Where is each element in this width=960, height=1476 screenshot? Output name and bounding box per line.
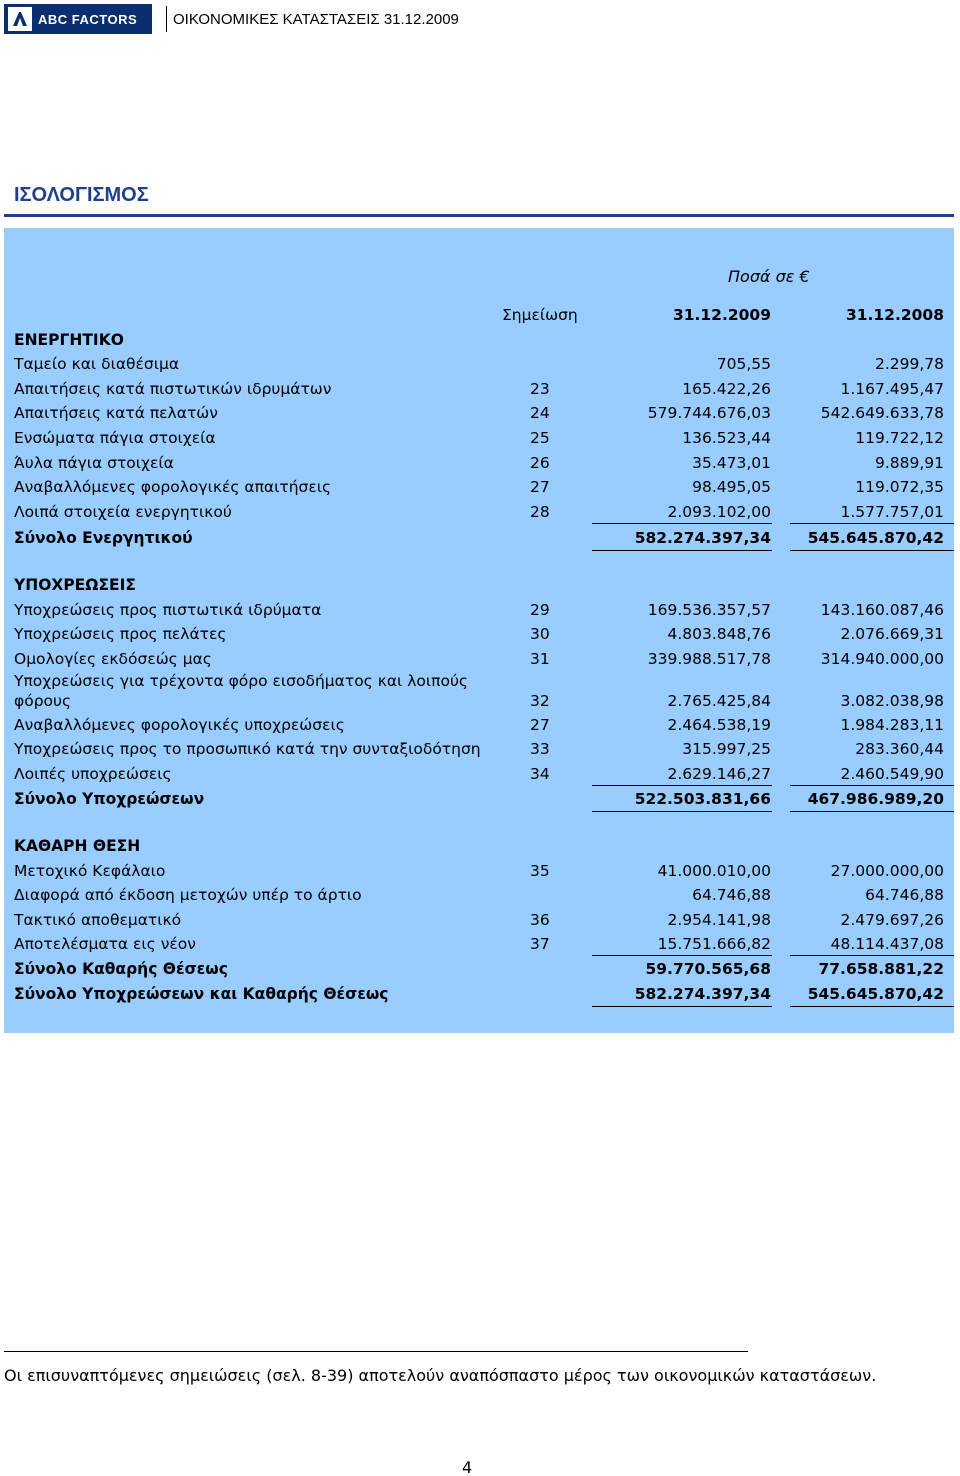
total-liabilities-row: Σύνολο Υποχρεώσεων 522.503.831,66 467.986.989,20 (14, 790, 944, 808)
table-row: Υποχρεώσεις προς πελάτες 30 4.803.848,76 2.076.669,31 (14, 625, 944, 643)
table-row: Αποτελέσματα εις νέον 37 15.751.666,82 48.114.437,08 (14, 935, 944, 953)
table-row: Ενσώματα πάγια στοιχεία 25 136.523,44 119.722,12 (14, 429, 944, 447)
page-number: 4 (462, 1458, 473, 1476)
total-assets-row: Σύνολο Ενεργητικού 582.274.397,34 545.645.870,42 (14, 529, 944, 547)
table-row: Υποχρεώσεις προς το προσωπικό κατά την συνταξιοδότηση 33 315.997,25 283.360,44 (14, 740, 944, 758)
grand-total-row: Σύνολο Υποχρεώσεων και Καθαρής Θέσεως 582.274.397,34 545.645.870,42 (14, 985, 944, 1003)
table-row: Διαφορά από έκδοση μετοχών υπέρ το άρτιο 64.746,88 64.746,88 (14, 886, 944, 904)
table-row: Μετοχικό Κεφάλαιο 35 41.000.010,00 27.000.000,00 (14, 862, 944, 880)
table-row: Αναβαλλόμενες φορολογικές απαιτήσεις 27 98.495,05 119.072,35 (14, 478, 944, 496)
total-equity-row: Σύνολο Καθαρής Θέσεως 59.770.565,68 77.658.881,22 (14, 960, 944, 978)
footnote-rule (4, 1351, 748, 1352)
header-divider (166, 6, 167, 32)
subtotal-rule (790, 785, 954, 786)
assets-heading: ΕΝΕΡΓΗΤΙΚΟ (14, 331, 124, 349)
total-rule (790, 550, 954, 551)
total-rule (790, 1006, 954, 1007)
subtotal-rule (790, 955, 954, 956)
table-row: Ομολογίες εκδόσεώς μας 31 339.988.517,78 314.940.000,00 (14, 650, 944, 668)
company-logo (4, 4, 152, 34)
currency-label: Ποσά σε € (728, 267, 810, 286)
total-rule (592, 1006, 772, 1007)
footnote: Οι επισυναπτόμενες σημειώσεις (σελ. 8-39) αποτελούν αναπόσπαστο μέρος των οικονομικών καταστάσεων. (4, 1366, 877, 1385)
table-row: Ταμείο και διαθέσιμα 705,55 2.299,78 (14, 355, 944, 373)
total-rule (790, 811, 954, 812)
total-rule (592, 811, 772, 812)
table-row: φόρους 32 2.765.425,84 3.082.038,98 (14, 692, 944, 710)
logo-text: ABC FACTORS (38, 11, 138, 27)
total-rule (592, 550, 772, 551)
subtotal-rule (592, 785, 772, 786)
subtotal-rule (790, 523, 954, 524)
logo-mark-icon (8, 7, 32, 31)
table-row: Απαιτήσεις κατά πελατών 24 579.744.676,03 542.649.633,78 (14, 404, 944, 422)
subtotal-rule (592, 523, 772, 524)
section-title: ΙΣΟΛΟΓΙΣΜΟΣ (14, 184, 149, 206)
table-row: Άυλα πάγια στοιχεία 26 35.473,01 9.889,91 (14, 454, 944, 472)
liabilities-heading: ΥΠΟΧΡΕΩΣΕΙΣ (14, 576, 136, 594)
page-header (4, 4, 956, 34)
table-row: Υποχρεώσεις προς πιστωτικά ιδρύματα 29 169.536.357,57 143.160.087,46 (14, 601, 944, 619)
column-header-row (14, 306, 946, 328)
table-row: Αναβαλλόμενες φορολογικές υποχρεώσεις 27 2.464.538,19 1.984.283,11 (14, 716, 944, 734)
table-row: Τακτικό αποθεματικό 36 2.954.141,98 2.479.697,26 (14, 911, 944, 929)
document-title: ΟΙΚΟΝΟΜΙΚΕΣ ΚΑΤΑΣΤΑΣΕΙΣ 31.12.2009 (173, 10, 459, 28)
year-2009-header: 31.12.2009 (672, 306, 771, 324)
equity-heading: ΚΑΘΑΡΗ ΘΕΣΗ (14, 837, 141, 855)
table-row-line1: Υποχρεώσεις για τρέχοντα φόρο εισοδήματος και λοιπούς (14, 672, 469, 690)
title-rule (4, 214, 954, 217)
table-row: Λοιπές υποχρεώσεις 34 2.629.146,27 2.460.549,90 (14, 765, 944, 783)
year-2008-header: 31.12.2008 (845, 306, 944, 324)
table-row: Λοιπά στοιχεία ενεργητικού 28 2.093.102,00 1.577.757,01 (14, 503, 944, 521)
note-column-header: Σημείωση (502, 306, 578, 324)
table-row: Απαιτήσεις κατά πιστωτικών ιδρυμάτων 23 165.422,26 1.167.495,47 (14, 380, 944, 398)
subtotal-rule (592, 955, 772, 956)
